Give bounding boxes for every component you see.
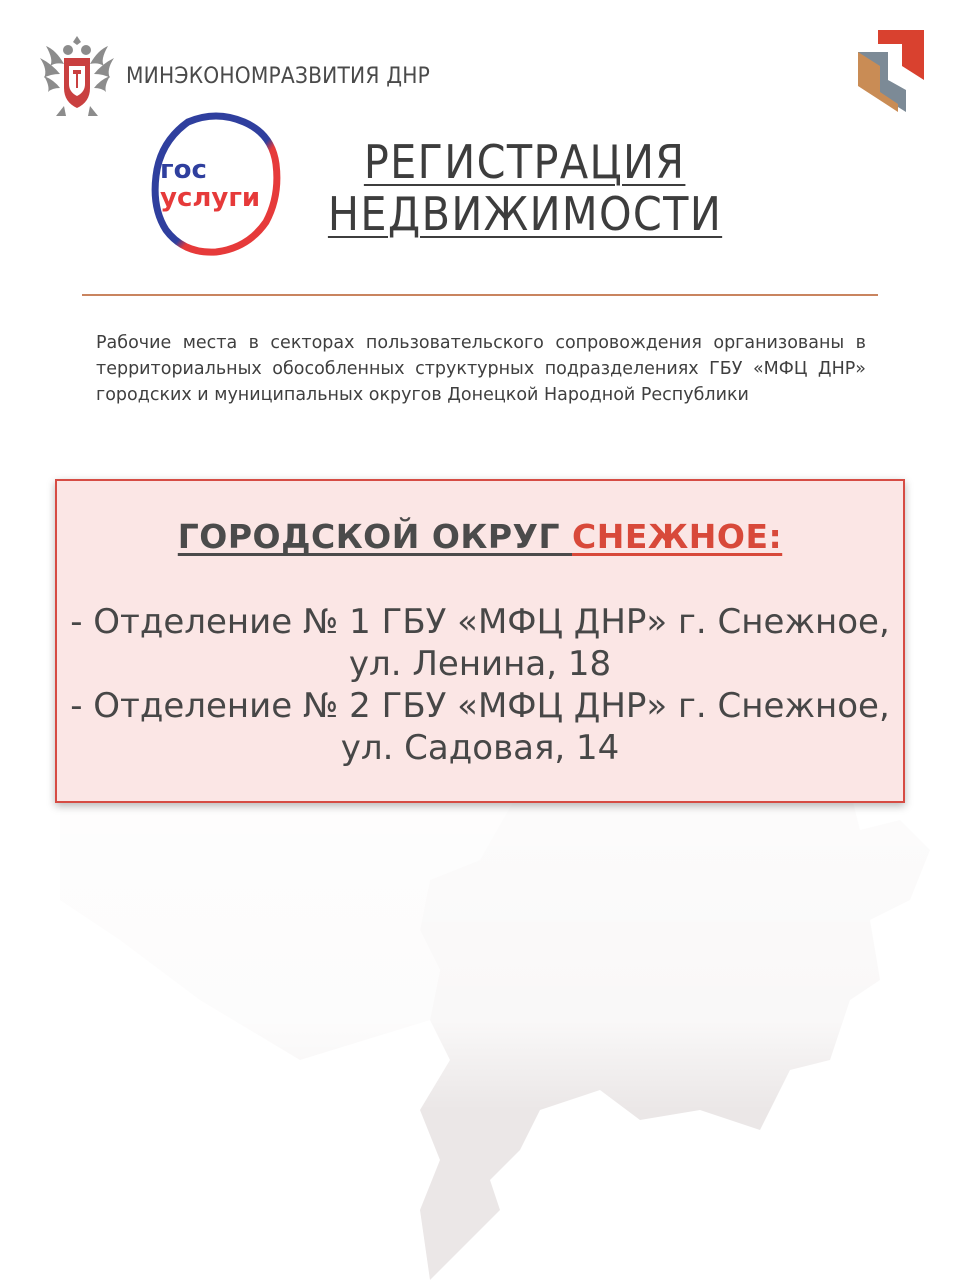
office-list (57, 601, 903, 769)
divider (82, 294, 878, 296)
ministry-header (36, 28, 456, 120)
office-item (57, 601, 903, 685)
office-name: - Отделение № 2 ГБУ «МФЦ ДНР» г. Снежное, (70, 686, 890, 726)
office-address: ул. Садовая, 14 (340, 728, 620, 768)
district-name: СНЕЖНОЕ: (572, 517, 783, 556)
intro-paragraph: Рабочие места в секторах пользовательского сопровождения организованы в территориальных обособленных структурных подразделениях ГБУ «МФЦ ДНР» городских и муниципальных округов Донецкой Народной Республики (96, 333, 866, 405)
mfc-logo-icon (850, 30, 924, 112)
gosuslugi-text-gos: гос (160, 155, 207, 185)
page-title (300, 136, 750, 240)
title-line-2: НЕДВИЖИМОСТИ (327, 187, 723, 241)
gosuslugi-text-uslugi: услуги (160, 183, 261, 213)
district-label: ГОРОДСКОЙ ОКРУГ (177, 517, 573, 556)
office-name: - Отделение № 1 ГБУ «МФЦ ДНР» г. Снежное, (70, 602, 890, 642)
dnr-coat-of-arms-icon (36, 28, 118, 120)
ministry-name: МИНЭКОНОМРАЗВИТИЯ ДНР (126, 63, 431, 89)
office-item (57, 685, 903, 769)
gosuslugi-logo-icon (148, 112, 284, 258)
district-heading (57, 517, 903, 556)
title-line-1: РЕГИСТРАЦИЯ (364, 135, 686, 189)
office-address: ул. Ленина, 18 (348, 644, 612, 684)
district-info-box (55, 479, 905, 803)
